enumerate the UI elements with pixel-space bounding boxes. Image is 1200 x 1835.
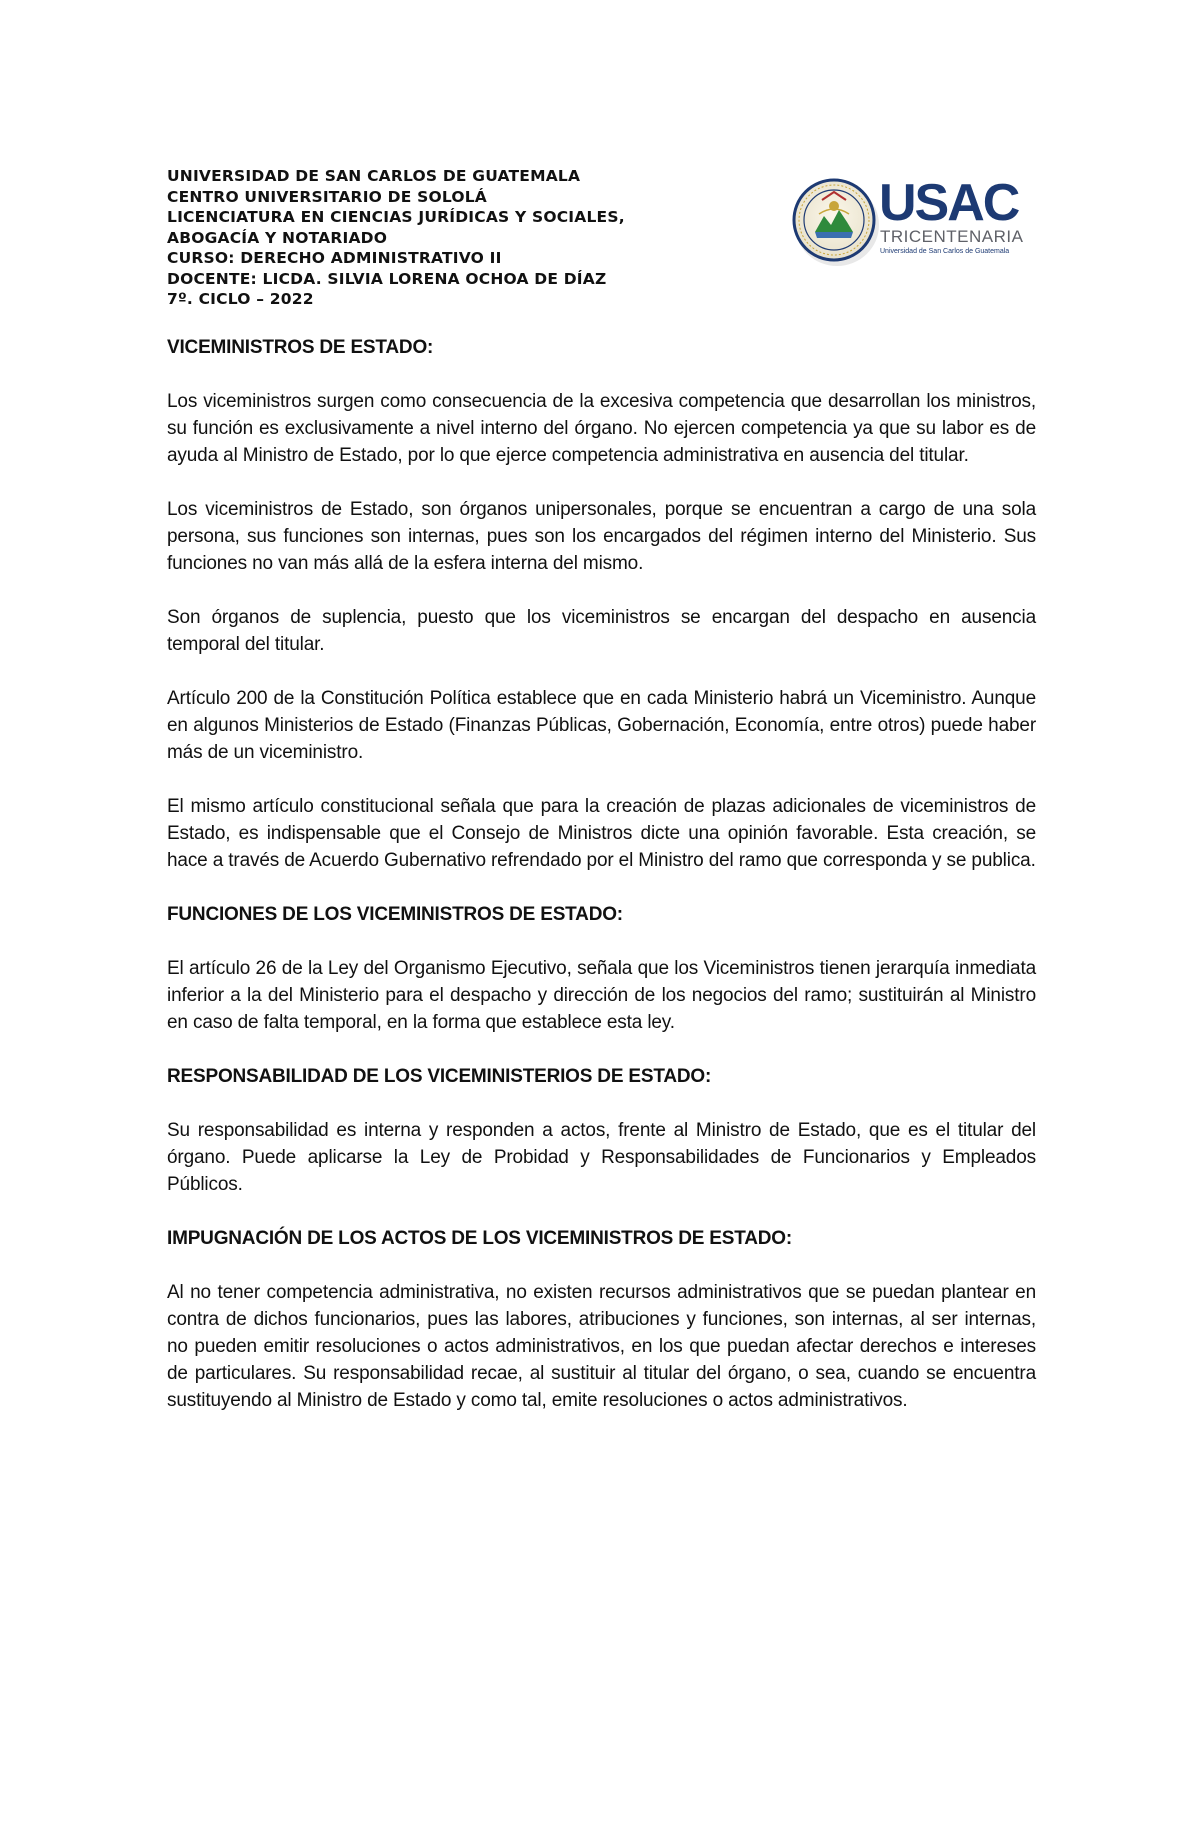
header-university: UNIVERSIDAD DE SAN CARLOS DE GUATEMALA [167, 167, 581, 185]
header-cycle: 7º. CICLO – 2022 [167, 290, 314, 308]
logo-subtitle: TRICENTENARIA [880, 227, 1024, 246]
paragraph: El mismo artículo constitucional señala que para la creación de plazas adicionales de viceministros de Estado, es indispensable que el Consejo de Ministros dicte una opinión favorable. Esta creación, se hace a través de Acuerdo Gubernativo refrendado por el Ministro del ramo que corresponda y se publica. [167, 796, 1036, 871]
logo-caption: Universidad de San Carlos de Guatemala [880, 248, 1010, 255]
paragraph: Al no tener competencia administrativa, no existen recursos administrativos que se puedan plantear en contra de dichos funcionarios, pues las labores, atribuciones y funciones, son internas, al ser internas, no pueden emitir resoluciones o actos administrativos, en los que puedan afectar derechos e intereses de particulares. Su responsabilidad recae, al sustituir al titular del órgano, o sea, cuando se encuentra sustituyendo al Ministro de Estado y como tal, emite resoluciones o actos administrativos. [167, 1282, 1036, 1411]
paragraph: Su responsabilidad es interna y responden a actos, frente al Ministro de Estado, que es el titular del órgano. Puede aplicarse la Ley de Probidad y Responsabilidades de Funcionarios y Empleados Públicos. [167, 1120, 1036, 1195]
section-heading-funciones: FUNCIONES DE LOS VICEMINISTROS DE ESTADO: [167, 904, 623, 925]
header-teacher: DOCENTE: LICDA. SILVIA LORENA OCHOA DE DÍAZ [167, 269, 607, 288]
paragraph: Artículo 200 de la Constitución Política establece que en cada Ministerio habrá un Viceministro. Aunque en algunos Ministerios de Estado (Finanzas Públicas, Gobernación, Economía, entre otros) puede haber más de un viceministro. [167, 688, 1036, 763]
paragraph: Los viceministros surgen como consecuencia de la excesiva competencia que desarrollan los ministros, su función es exclusivamente a nivel interno del órgano. No ejercen competencia ya que su labor es de ayuda al Ministro de Estado, por lo que ejerce competencia administrativa en ausencia del titular. [167, 391, 1036, 466]
header-course: CURSO: DERECHO ADMINISTRATIVO II [167, 249, 502, 267]
document-header [167, 166, 787, 310]
usac-logo [789, 170, 1034, 270]
section-heading-responsabilidad: RESPONSABILIDAD DE LOS VICEMINISTERIOS DE ESTADO: [167, 1066, 712, 1087]
logo-wordmark: USAC [879, 174, 1019, 232]
usac-logo-graphic [789, 170, 1034, 270]
section-heading-impugnacion: IMPUGNACIÓN DE LOS ACTOS DE LOS VICEMINISTROS DE ESTADO: [167, 1228, 792, 1249]
paragraph: Los viceministros de Estado, son órganos unipersonales, porque se encuentran a cargo de una sola persona, sus funciones son internas, pues son los encargados del régimen interno del Ministerio. Sus funciones no van más allá de la esfera interna del mismo. [167, 499, 1036, 574]
header-degree-cont: ABOGACÍA Y NOTARIADO [167, 228, 388, 247]
paragraph: Son órganos de suplencia, puesto que los viceministros se encargan del despacho en ausencia temporal del titular. [167, 607, 1036, 655]
header-center: CENTRO UNIVERSITARIO DE SOLOLÁ [167, 187, 487, 206]
document-body [167, 334, 1036, 1414]
paragraph: El artículo 26 de la Ley del Organismo Ejecutivo, señala que los Viceministros tienen jerarquía inmediata inferior a la del Ministerio para el despacho y dirección de los negocios del ramo; sustituirán al Ministro en caso de falta temporal, en la forma que establece esta ley. [167, 958, 1036, 1033]
header-degree: LICENCIATURA EN CIENCIAS JURÍDICAS Y SOCIALES, [167, 208, 625, 226]
section-heading-viceministros: VICEMINISTROS DE ESTADO: [167, 337, 434, 358]
university-seal-icon [794, 180, 874, 260]
